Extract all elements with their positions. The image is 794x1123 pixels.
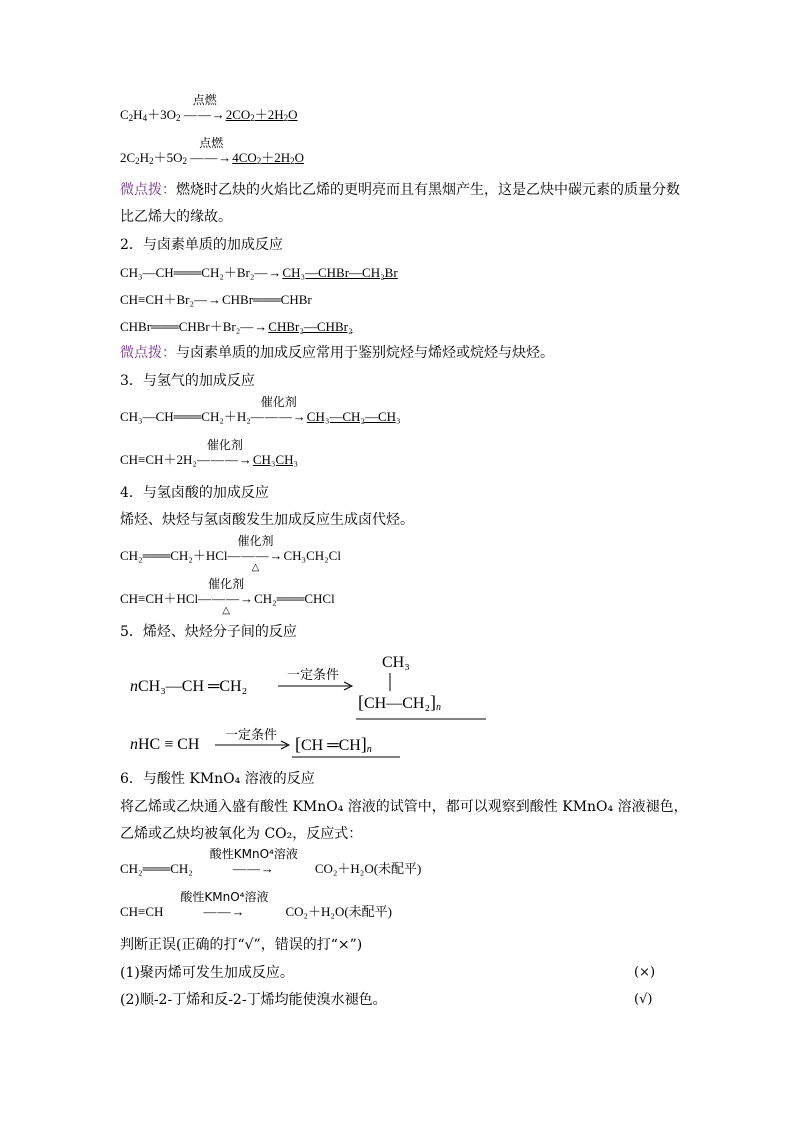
equation-acetylene-kmno4: CH≡CH 酸性KMnO⁴溶液 ——→ CO₂＋H₂O(未配平)	[120, 890, 393, 919]
poly2-underline	[292, 755, 402, 759]
judge-question-2: (2)顺-2-丁烯和反-2-丁烯均能使溴水褪色。	[120, 992, 387, 1008]
reaction-arrow: 催化剂 ———→	[250, 395, 307, 424]
section-title-kmno4: 6．与酸性 KMnO₄ 溶液的反应	[120, 771, 315, 787]
section-desc-kmno4-1: 将乙烯或乙炔通入盛有酸性 KMnO₄ 溶液的试管中，都可以观察到酸性 KMnO₄ 溶液褪色，	[120, 799, 688, 815]
equation-acetylene-hcl: CH≡CH＋HCl 催化剂 ———→ △ CH₂═══CHCl	[120, 577, 335, 616]
poly1-condition: 一定条件	[287, 668, 340, 683]
poly1-bond	[385, 673, 395, 693]
poly2-product: [CH $═CH]_n$	[295, 734, 372, 755]
equation-ethylene-hcl: CH₂═══CH₂＋HCl 催化剂 ———→ △ CH₃CH₂Cl	[120, 534, 341, 573]
section-title-polymerization: 5．烯烃、炔烃分子间的反应	[120, 624, 297, 640]
reaction-arrow: 酸性KMnO⁴溶液 ——→	[209, 847, 298, 876]
equation-ethylene-combustion: $C_2H_4+3O_2$ 点燃 $——\to 2CO_2+2H_2O$	[120, 93, 298, 123]
equation-acetylene-hydrogen: CH≡CH＋2H₂ 催化剂 ———→CH₃CH₃	[120, 438, 299, 467]
equation-propene-hydrogen: CH₃—CH═══CH₂＋H₂ 催化剂 ———→CH₃—CH₂—CH₃	[120, 395, 401, 424]
poly1-reactant: nCH₃—CH ═CH₂	[130, 678, 248, 695]
reaction-arrow: 催化剂 ———→ △	[227, 534, 284, 573]
section-title-hydrohalic-addition: 4．与氢卤酸的加成反应	[120, 485, 269, 501]
reaction-arrow: —→	[193, 292, 222, 307]
poly1-product: $[CH—CH_2]_n$	[358, 692, 442, 713]
reaction-arrow: —→	[240, 319, 269, 334]
poly1-branch: CH₃	[382, 654, 410, 671]
reaction-arrow: 催化剂 ———→ △	[198, 577, 255, 616]
tip-combustion: 微点拨：燃烧时乙炔的火焰比乙烯的更明亮而且有黑烟产生，这是乙炔中碳元素的质量分数	[120, 182, 680, 198]
reaction-arrow: 点燃 ——→	[190, 136, 233, 165]
judge-title: 判断正误(正确的打“√”，错误的打“×”)	[120, 937, 363, 953]
reaction-arrow: —→	[254, 265, 283, 280]
judge-question-1: (1)聚丙烯可发生加成反应。	[120, 965, 294, 981]
equation-dibromoethene-bromine: CHBr═══CHBr＋Br₂—→CHBr₂—CHBr₂	[120, 319, 353, 334]
poly2-condition: 一定条件	[225, 728, 278, 743]
section-title-halogen-addition: 2．与卤素单质的加成反应	[120, 237, 283, 253]
poly2-reactant: nHC ≡ CH	[130, 736, 200, 753]
judge-answer-2: (√)	[634, 992, 653, 1007]
reaction-arrow: 催化剂 ———→	[196, 438, 253, 467]
equation-acetylene-combustion: $2C_2H_2+5O_2$ 点燃 $——\to 4CO_2+2H_2O$	[120, 136, 305, 166]
reaction-arrow: 点燃 ——→	[183, 93, 226, 122]
poly2-arrow	[213, 739, 293, 751]
reaction-arrow: 酸性KMnO⁴溶液 ——→	[180, 890, 269, 919]
section-desc-hydrohalic: 烯烃、炔烃与氢卤酸发生加成反应生成卤代烃。	[120, 512, 414, 528]
tip-halogen: 微点拨：与卤素单质的加成反应常用于鉴别烷烃与烯烃或烷烃与炔烃。	[120, 345, 554, 361]
tip-combustion-cont: 比乙烯大的缘故。	[120, 209, 232, 225]
poly1-arrow	[276, 680, 356, 692]
equation-propene-bromine: CH₃—CH═══CH₂＋Br₂—→CH₃—CHBr—CH₂Br	[120, 265, 398, 280]
section-title-hydrogen-addition: 3．与氢气的加成反应	[120, 373, 255, 389]
equation-ethylene-kmno4: CH₂═══CH₂ 酸性KMnO⁴溶液 ——→ CO₂＋H₂O(未配平)	[120, 847, 422, 876]
poly1-underline	[356, 717, 488, 721]
section-desc-kmno4-2: 乙烯或乙炔均被氧化为 CO₂，反应式：	[120, 826, 363, 842]
judge-answer-1: (×)	[634, 965, 656, 980]
equation-acetylene-bromine: CH≡CH＋Br₂—→CHBr═══CHBr	[120, 292, 312, 307]
